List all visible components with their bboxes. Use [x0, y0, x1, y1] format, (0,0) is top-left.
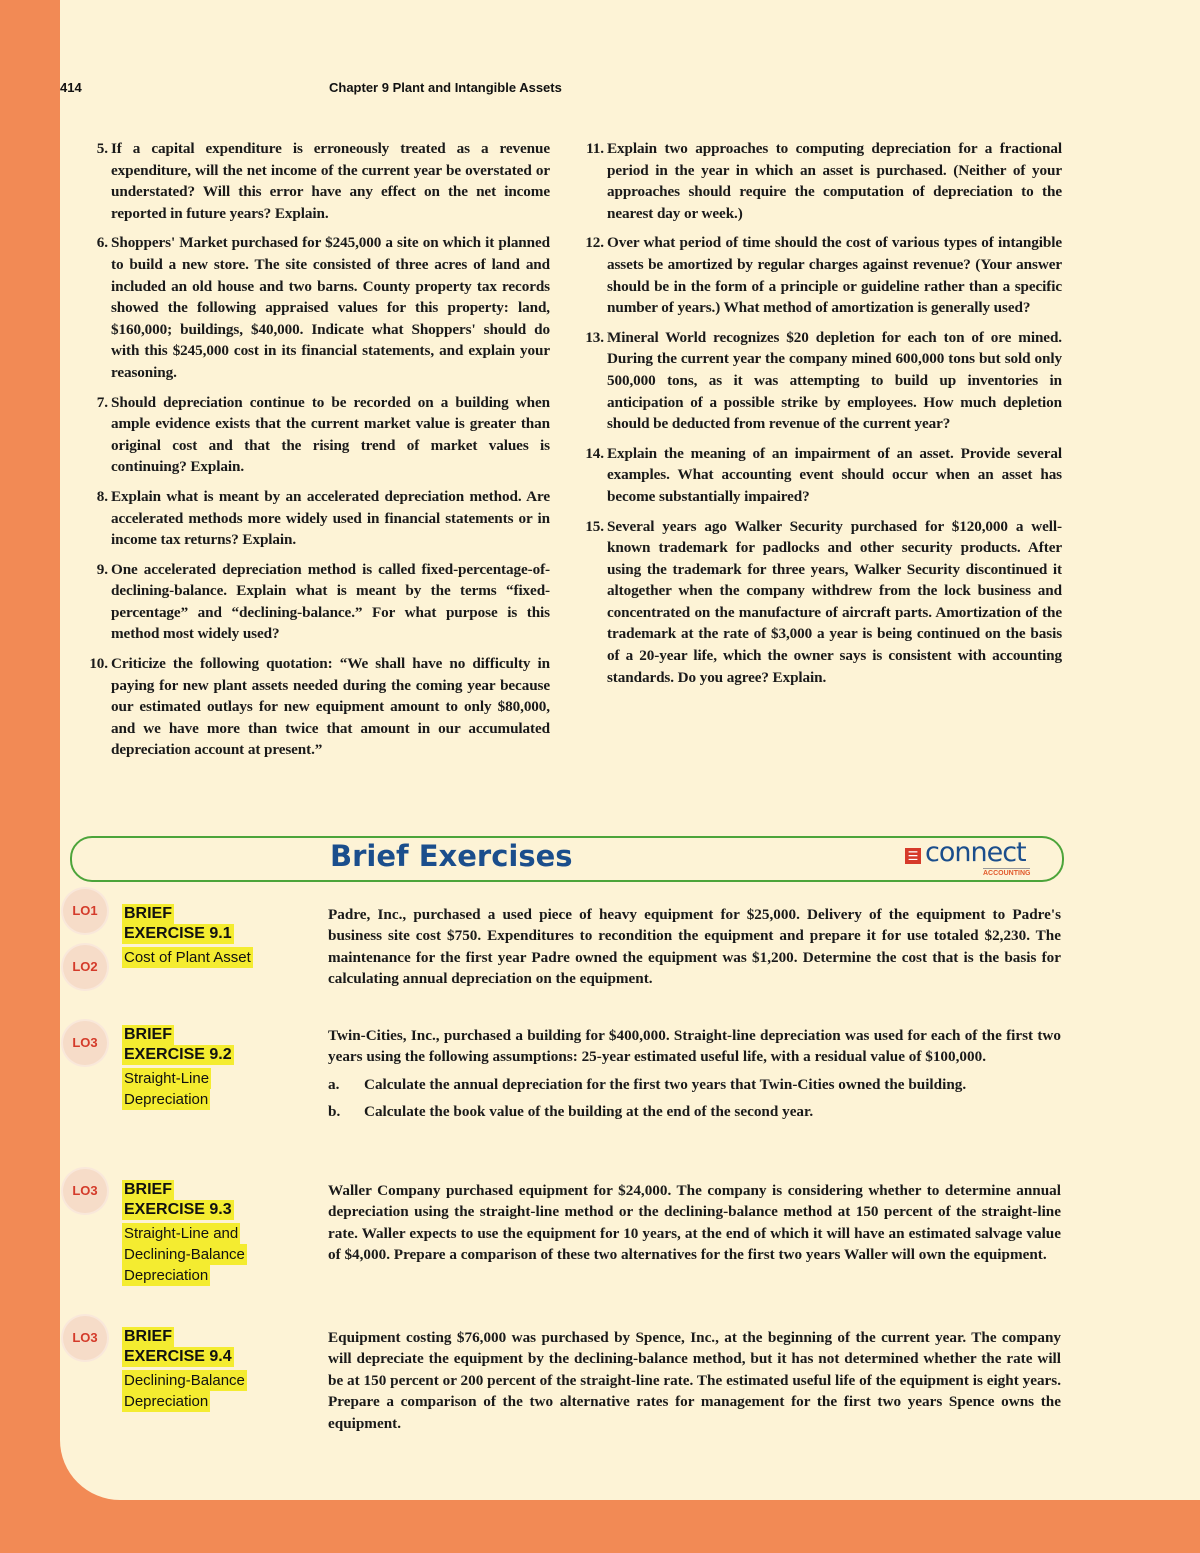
- page-header: [60, 80, 1200, 100]
- question-text: Over what period of time should the cost of various types of intangible assets be amortized by regular charges against revenue? (Your answer should be in the form of a principle or guideline rather than a specific number of years.) What method of amortization is generally used?: [607, 234, 1062, 317]
- question-text: If a capital expenditure is erroneously treated as a revenue expenditure, will the net income of the current year be overstated or understated? Will this error have any effect on the net income reported in future years? Explain.: [111, 140, 550, 222]
- question-text: Mineral World recognizes $20 depletion for each ton of ore mined. During the current year the company mined 600,000 tons but sold only 500,000 tons, as it was attempting to build up inventories in anticipation of a possible strike by employees. How much depletion should be deducted from revenue of the current year?: [607, 328, 1062, 433]
- question-text: Explain two approaches to computing depreciation for a fractional period in the year in which an asset is purchased. (Neither of your approaches should require the computation of depreciation to the nearest day or week.): [607, 140, 1062, 222]
- brief-exercise-label: BRIEF EXERCISE 9.2 Straight-Line Depreciation: [124, 1026, 232, 1108]
- brief-exercise-label: BRIEF EXERCISE 9.3 Straight-Line and Declining-Balance Depreciation: [124, 1181, 245, 1284]
- brief-exercise-text: Twin-Cities, Inc., purchased a building for $400,000. Straight-line depreciation was used for each of the first two years using the following assumptions: 25-year estimated useful life, with a residual value of $100,000. a. Calculate the annual depreciation for the first two years that Twin-Cities owned the building. b. Calculate the book value of the building at the end of the second year.: [328, 1025, 1061, 1123]
- question-text: Criticize the following quotation: “We shall have no difficulty in paying for new plant assets needed during the coming year because our estimated outlays for new equipment amount to only $80,000, and we have more than twice that amount in our accumulated depreciation account at present.”: [111, 655, 550, 759]
- brief-exercise-text: Waller Company purchased equipment for $24,000. The company is considering whether to determine annual depreciation using the straight-line method or the declining-balance method at 150 percent of the straight-line rate. Waller expects to use the equipment for 10 years, at the end of which it will have an estimated salvage value of $4,000. Prepare a comparison of these two alternatives for the first two years Waller will own the equipment.: [328, 1182, 1061, 1264]
- question-item: 10. Criticize the following quotation: “We shall have no difficulty in paying for new plant assets needed during the coming year because our estimated outlays for new equipment amount to only $80,000, and we have more than twice that amount in our accumulated depreciation account at present.”: [89, 655, 550, 759]
- connect-logo-subtext: ACCOUNTING: [983, 870, 1031, 877]
- textbook-page: [60, 0, 1200, 1500]
- question-item: 8. Explain what is meant by an accelerated depreciation method. Are accelerated methods more widely used in financial statements or in income tax returns? Explain.: [96, 487, 550, 549]
- connect-logo-text: connect: [925, 837, 1026, 868]
- learning-objective-badge: LO3: [63, 1169, 107, 1213]
- learning-objective-badge: LO3: [63, 1316, 107, 1360]
- questions-left-column: [84, 138, 550, 769]
- question-item: 11. Explain two approaches to computing depreciation for a fractional period in the year in which an asset is purchased. (Neither of your approaches should require the computation of depreciation to the nearest day or week.): [586, 140, 1062, 222]
- question-text: Explain the meaning of an impairment of an asset. Provide several examples. What accounting event should occur when an asset has become substantially impaired?: [607, 444, 1062, 505]
- question-item: 5. If a capital expenditure is erroneously treated as a revenue expenditure, will the net income of the current year be overstated or understated? Will this error have any effect on the net income reported in future years? Explain.: [96, 140, 550, 222]
- brief-exercise-label: BRIEF EXERCISE 9.1 Cost of Plant Asset: [124, 905, 251, 966]
- learning-objective-badge: LO2: [63, 945, 107, 989]
- question-text: Shoppers' Market purchased for $245,000 a site on which it planned to build a new store. The site consisted of three acres of land and included an old house and two barns. County property tax records showed the following appraised values for this property: land, $160,000; buildings, $40,000. Indicate what Shoppers' should do with this $245,000 cost in its financial statements, and explain your reasoning.: [111, 234, 550, 381]
- question-item: 15. Several years ago Walker Security purchased for $120,000 a well-known trademark for padlocks and other security products. After using the trademark for three years, Walker Security discontinued it altogether when the company withdrew from the lock business and concentrated on the manufacture of aircraft parts. Amortization of the trademark at the rate of $3,000 a year is being continued on the basis of a 20-year life, which the owner says is consistent with accounting standards. Do you agree? Explain.: [585, 517, 1062, 686]
- question-item: 6. Shoppers' Market purchased for $245,000 a site on which it planned to build a new store. The site consisted of three acres of land and included an old house and two barns. County property tax records showed the following appraised values for this property: land, $160,000; buildings, $40,000. Indicate what Shoppers' should do with this $245,000 cost in its financial statements, and explain your reasoning.: [96, 234, 550, 381]
- connect-logo: [891, 837, 1046, 877]
- learning-objective-badge: LO3: [63, 1021, 107, 1065]
- page-number: 414: [60, 80, 82, 95]
- question-text: One accelerated depreciation method is called fixed-percentage-of-declining-balance. Explain what is meant by the terms “fixed-percentage” and “declining-balance.” For what purpose is this method most widely used?: [111, 560, 550, 643]
- brief-exercise-text: Equipment costing $76,000 was purchased by Spence, Inc., at the beginning of the current year. The company will depreciate the equipment by the declining-balance method, but it has not determined whether the rate will be at 150 percent or 200 percent of the straight-line rate. The estimated useful life of the equipment is eight years. Prepare a comparison of the two alternative rates for management for the first two years Spence owns the equipment.: [328, 1329, 1061, 1432]
- question-item: 7. Should depreciation continue to be recorded on a building when ample evidence exists that the current market value is greater than original cost and that the rising trend of market values is continuing? Explain.: [96, 393, 550, 476]
- question-item: 13. Mineral World recognizes $20 depletion for each ton of ore mined. During the current year the company mined 600,000 tons but sold only 500,000 tons, as it was attempting to build up inventories in anticipation of a possible strike by employees. How much depletion should be deducted from revenue of the current year?: [585, 328, 1062, 433]
- question-text: Several years ago Walker Security purchased for $120,000 a well-known trademark for padlocks and other security products. After using the trademark for three years, Walker Security discontinued it altogether when the company withdrew from the lock business and concentrated on the manufacture of aircraft parts. Amortization of the trademark at the rate of $3,000 a year is being continued on the basis of a 20-year life, which the owner says is consistent with accounting standards. Do you agree? Explain.: [607, 517, 1062, 686]
- exercise-part: b. Calculate the book value of the building at the end of the second year.: [328, 1103, 814, 1121]
- question-item: 12. Over what period of time should the cost of various types of intangible assets be amortized by regular charges against revenue? (Your answer should be in the form of a principle or guideline rather than a specific number of years.) What method of amortization is generally used?: [585, 234, 1062, 317]
- question-text: Explain what is meant by an accelerated depreciation method. Are accelerated methods more widely used in financial statements or in income tax returns? Explain.: [111, 487, 550, 549]
- question-item: 9. One accelerated depreciation method is called fixed-percentage-of-declining-balance. Explain what is meant by the terms “fixed-percentage” and “declining-balance.” For what purpose is this method most widely used?: [96, 560, 550, 643]
- chapter-title: Chapter 9 Plant and Intangible Assets: [329, 80, 562, 95]
- page-border-bottom: [0, 1500, 1200, 1553]
- brief-exercise-text: Padre, Inc., purchased a used piece of heavy equipment for $25,000. Delivery of the equipment to Padre's business site cost $750. Expenditures to recondition the equipment and prepare it for use totaled $2,230. The maintenance for the first year Padre owned the equipment was $1,200. Determine the cost that is the basis for calculating annual depreciation on the equipment.: [328, 906, 1061, 988]
- connect-logo-icon: ☰: [905, 848, 921, 864]
- brief-exercises-banner: [70, 836, 1064, 882]
- section-title: Brief Exercises: [330, 839, 573, 873]
- question-item: 14. Explain the meaning of an impairment of an asset. Provide several examples. What accounting event should occur when an asset has become substantially impaired?: [585, 444, 1062, 505]
- learning-objective-badge: LO1: [63, 889, 107, 933]
- brief-exercise-label: BRIEF EXERCISE 9.4 Declining-Balance Depreciation: [124, 1328, 245, 1410]
- question-text: Should depreciation continue to be recorded on a building when ample evidence exists that the current market value is greater than original cost and that the rising trend of market values is continuing? Explain.: [111, 393, 550, 476]
- exercise-part: a. Calculate the annual depreciation for the first two years that Twin-Cities owned the building.: [328, 1075, 967, 1093]
- questions-right-column: [580, 138, 1062, 696]
